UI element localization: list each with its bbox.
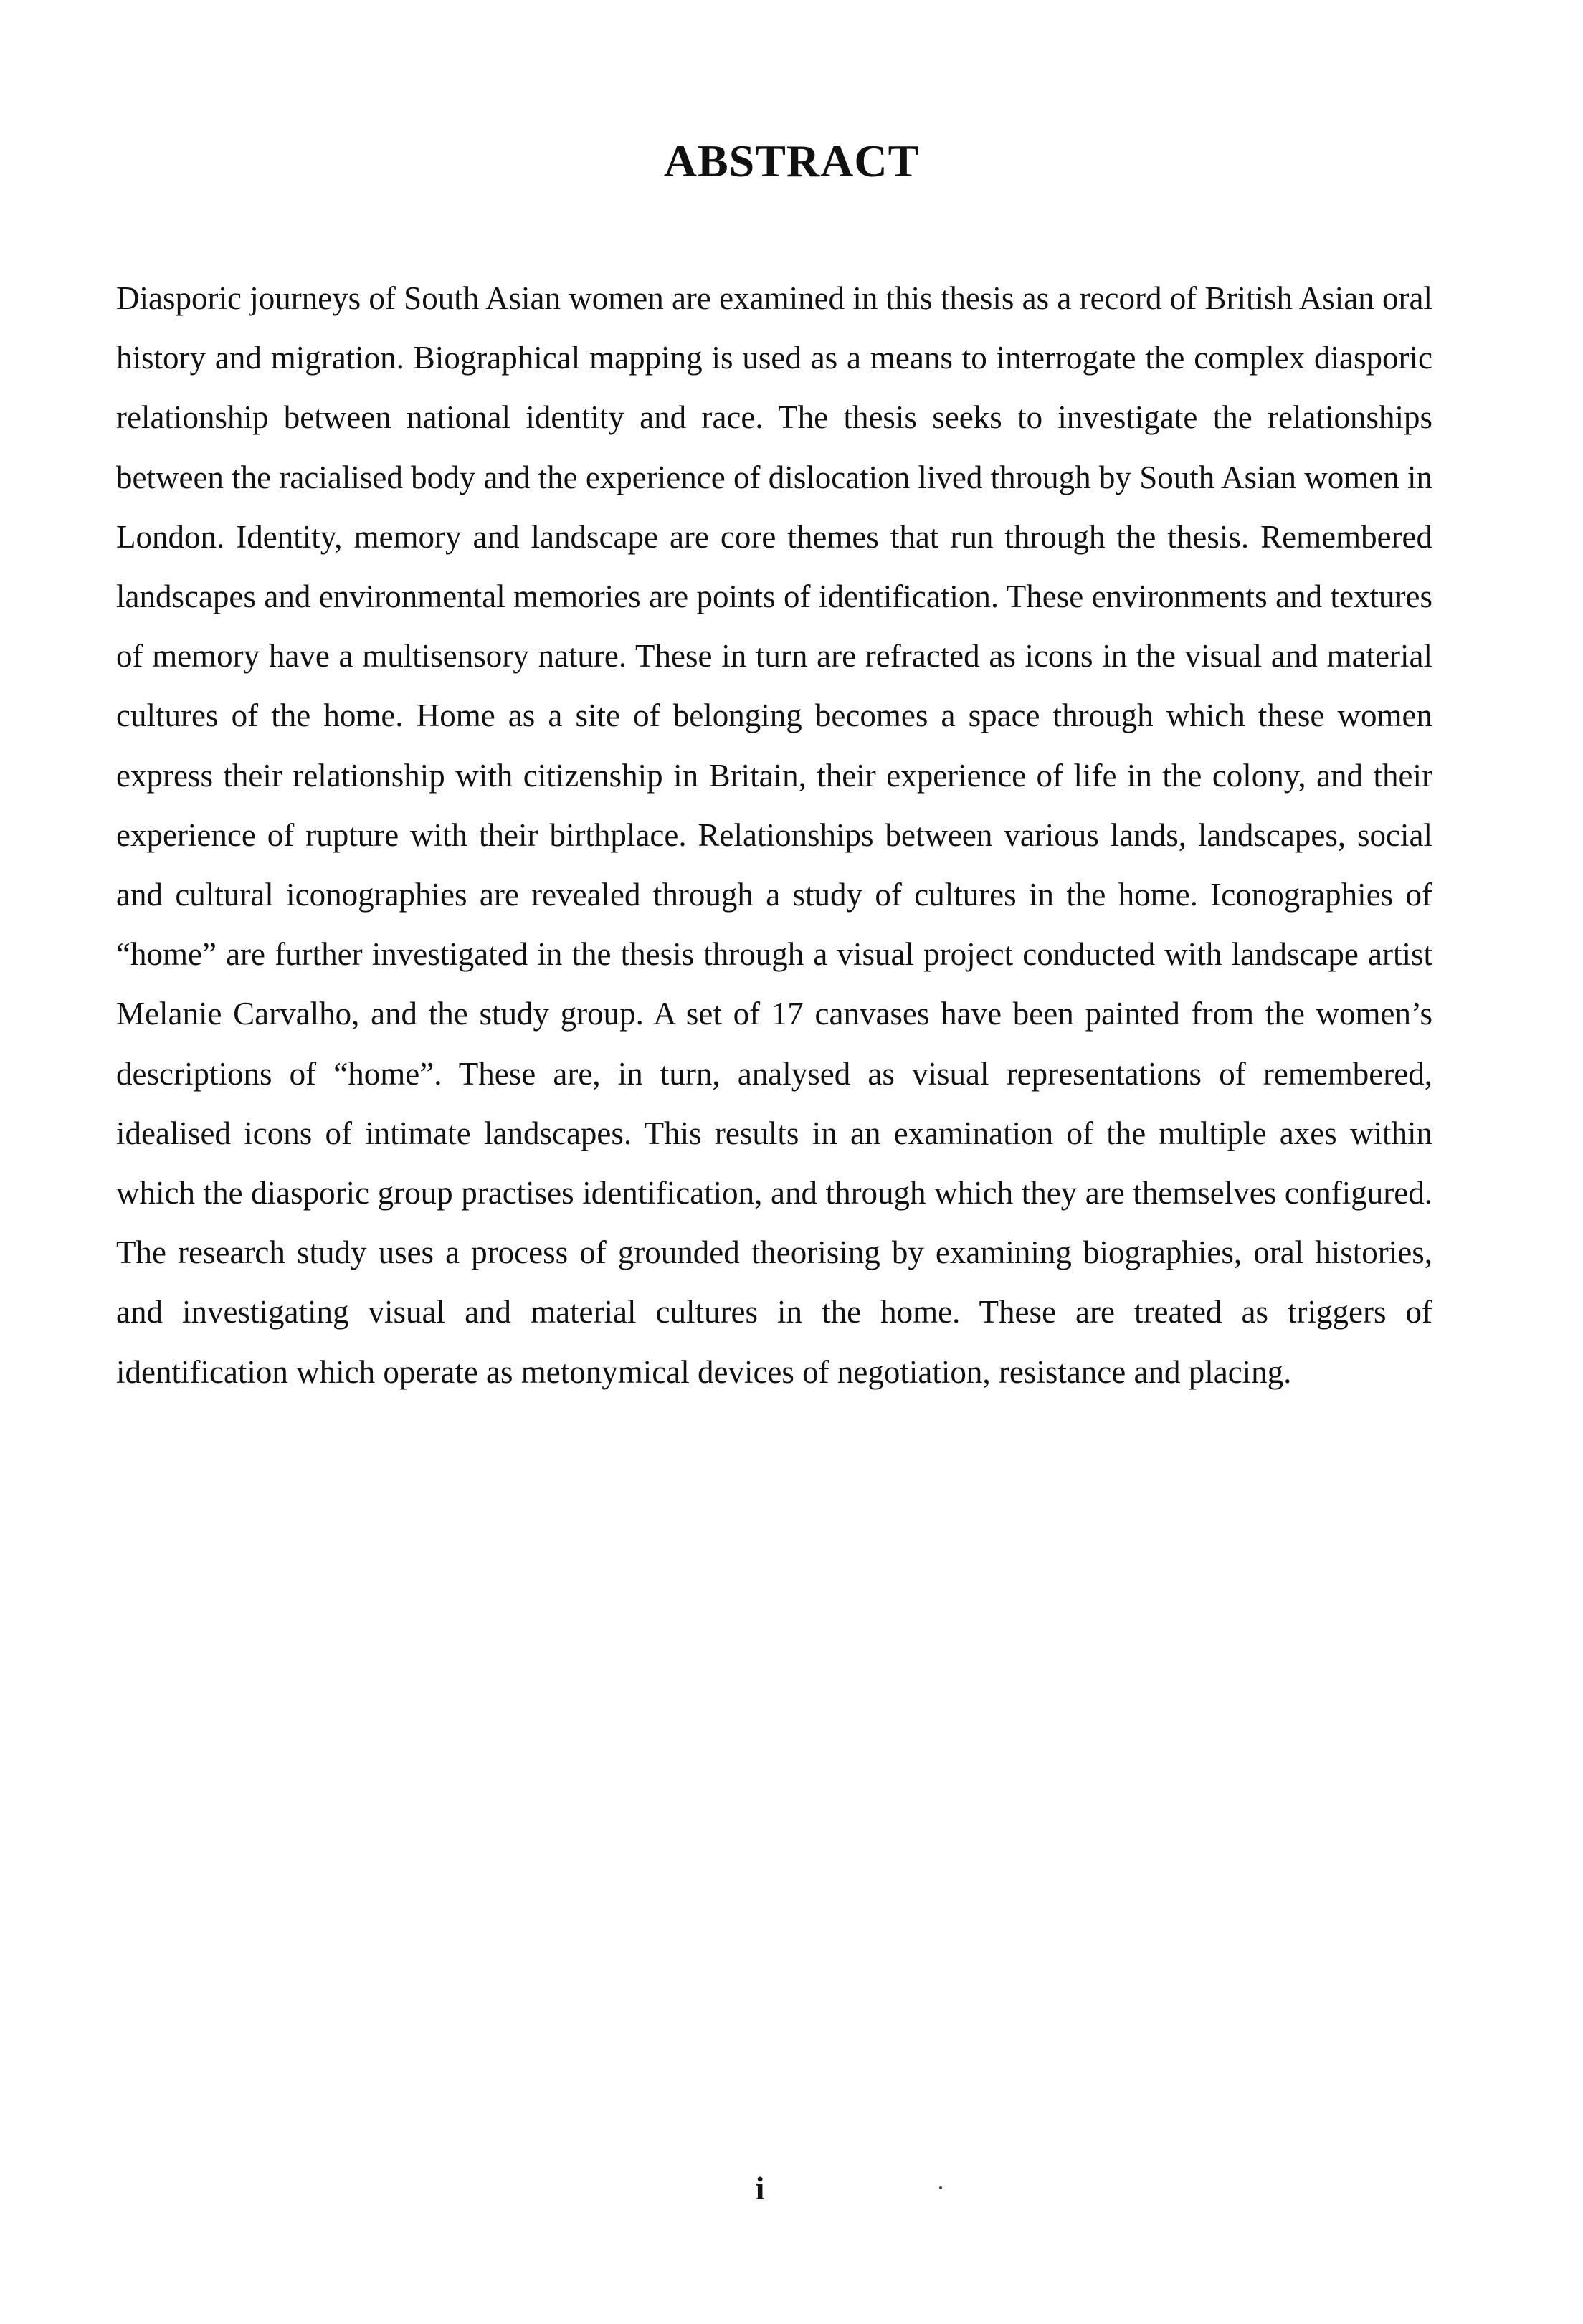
page-number: i xyxy=(755,2170,765,2206)
scan-speck xyxy=(939,2186,942,2189)
abstract-paragraph: Diasporic journeys of South Asian women are examined in this thesis as a record of British Asian oral history and migration. Biographical mapping is used as a means to interrogate the complex diasporic relationship between national identity and race. The thesis seeks to investigate the relationships between the racialised body and the experience of dislocation lived through by South Asian women in London. Identity, memory and landscape are core themes that run through the thesis. Remembered landscapes and environmental memories are points of identification. These environments and textures of memory have a multisensory nature. These in turn are refracted as icons in the visual and material cultures of the home. Home as a site of belonging becomes a space through which these women express their relationship with citizenship in Britain, their experience of life in the colony, and their experience of rupture with their birthplace. Relationships between various lands, landscapes, social and cultural iconographies are revealed through a study of cultures in the home. Iconographies of “home” are further investigated in the thesis through a visual project conducted with landscape artist Melanie Carvalho, and the study group. A set of 17 canvases have been painted from the women’s descriptions of “home”. These are, in turn, analysed as visual representations of remembered, idealised icons of intimate landscapes. This results in an examination of the multiple axes within which the diasporic group practises identification, and through which they are themselves configured. The research study uses a process of grounded theorising by examining biographies, oral histories, and investigating visual and material cultures in the home. These are treated as triggers of identification which operate as metonymical devices of negotiation, resistance and placing. xyxy=(116,280,1432,1390)
page-title: ABSTRACT xyxy=(663,135,920,186)
